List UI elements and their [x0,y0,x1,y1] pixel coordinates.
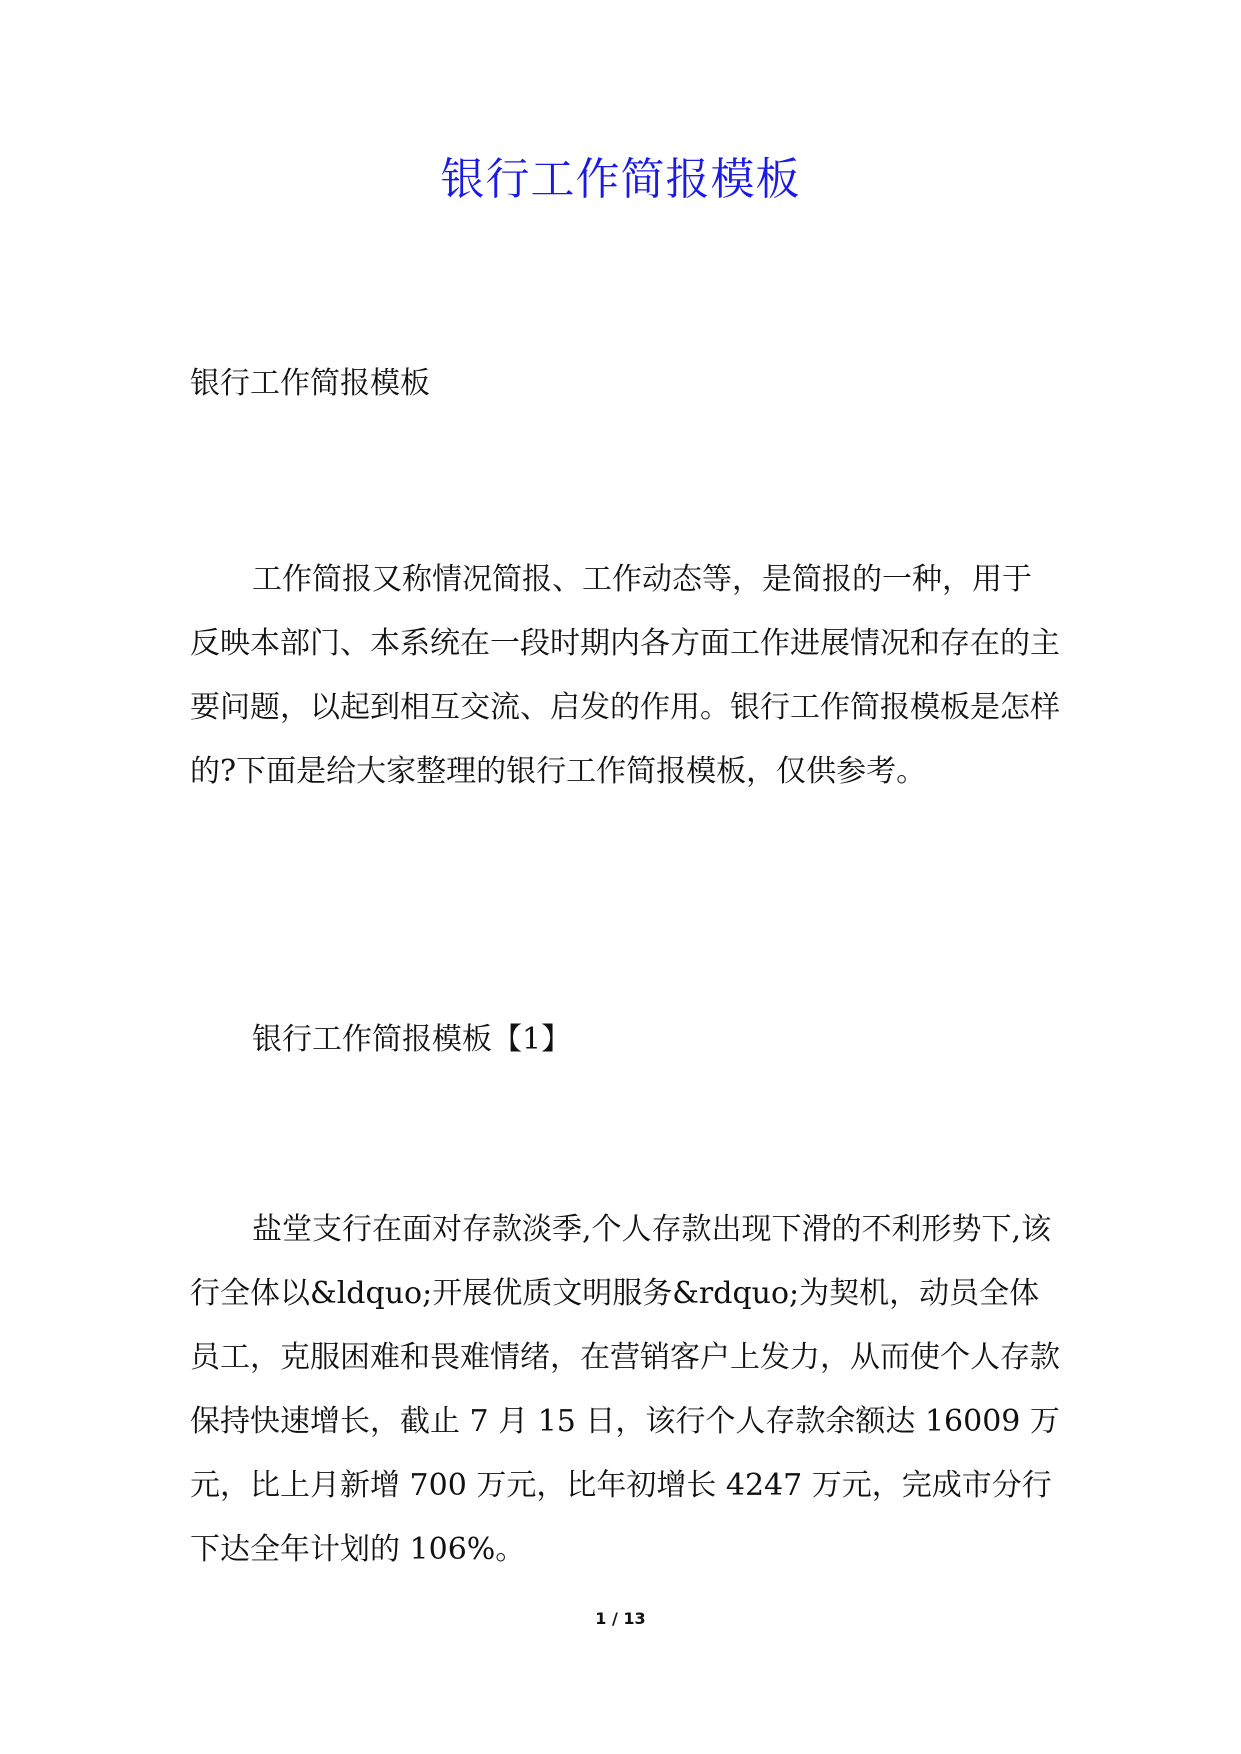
intro-paragraph: 工作简报又称情况简报、工作动态等，是简报的一种，用于反映本部门、本系统在一段时期内各方面工作进展情况和存在的主要问题，以起到相互交流、启发的作用。银行工作简报模板是怎样的?下面是给大家整理的银行工作简报模板，仅供参考。 [190,562,1060,789]
document-subtitle: 银行工作简报模板 [190,366,430,401]
page-number: 1 / 13 [595,1609,646,1628]
section-heading: 银行工作简报模板【1】 [252,1022,572,1057]
body-paragraph: 盐堂支行在面对存款淡季,个人存款出现下滑的不利形势下,该行全体以&ldquo;开展优质文明服务&rdquo;为契机，动员全体员工，克服困难和畏难情绪，在营销客户上发力，从而使个人存款保持快速增长，截止 7 月 15 日，该行个人存款余额达 16009 万元，比上月新增 700 万元，比年初增长 4247 万元，完成市分行下达全年计划的 106%。 [190,1212,1060,1567]
document-title: 银行工作简报模板 [440,154,801,205]
